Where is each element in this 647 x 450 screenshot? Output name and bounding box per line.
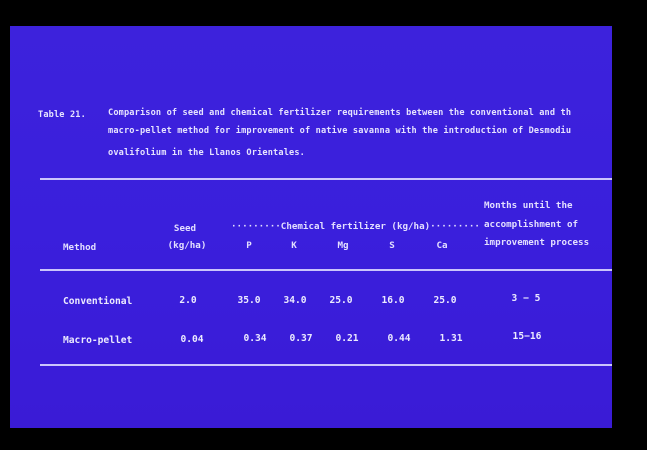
row-months: 3 − 5 [511,293,541,304]
header-p: P [246,240,252,251]
projected-slide [10,26,612,428]
header-fertilizer-group: ·········Chemical fertilizer (kg/ha)········· [231,221,480,232]
header-months-line3: improvement process [484,237,590,248]
header-method: Method [63,242,97,253]
row-seed: 2.0 [179,295,197,306]
row-k: 34.0 [283,295,307,306]
row-p: 0.34 [243,333,267,344]
row-mg: 25.0 [329,295,353,306]
header-seed-line2: (kg/ha) [167,240,207,251]
table-bottom-rule [40,364,612,366]
row-ca: 25.0 [433,295,457,306]
header-seed-line1: Seed [173,223,197,234]
row-seed: 0.04 [180,334,204,345]
row-s: 0.44 [387,333,411,344]
row-method: Macro-pellet [63,335,133,346]
row-p: 35.0 [237,295,261,306]
header-ca: Ca [436,240,448,251]
header-s: S [389,240,395,251]
header-months-line1: Months until the [484,200,573,211]
header-mg: Mg [337,240,349,251]
row-mg: 0.21 [335,333,359,344]
row-k: 0.37 [289,333,313,344]
row-s: 16.0 [381,295,405,306]
table-number: Table 21. [38,110,86,120]
table-top-rule [40,178,612,180]
row-months: 15−16 [512,331,542,342]
caption-line-3: ovalifolium in the Llanos Orientales. [108,148,305,158]
caption-line-2: macro-pellet method for improvement of native savanna with the introduction of Desmodiu [108,126,572,136]
header-months-line2: accomplishment of [484,219,579,230]
caption-line-1: Comparison of seed and chemical fertilizer requirements between the conventional and th [108,108,572,118]
row-ca: 1.31 [439,333,463,344]
table-header-rule [40,269,612,271]
header-k: K [291,240,297,251]
row-method: Conventional [63,296,133,307]
